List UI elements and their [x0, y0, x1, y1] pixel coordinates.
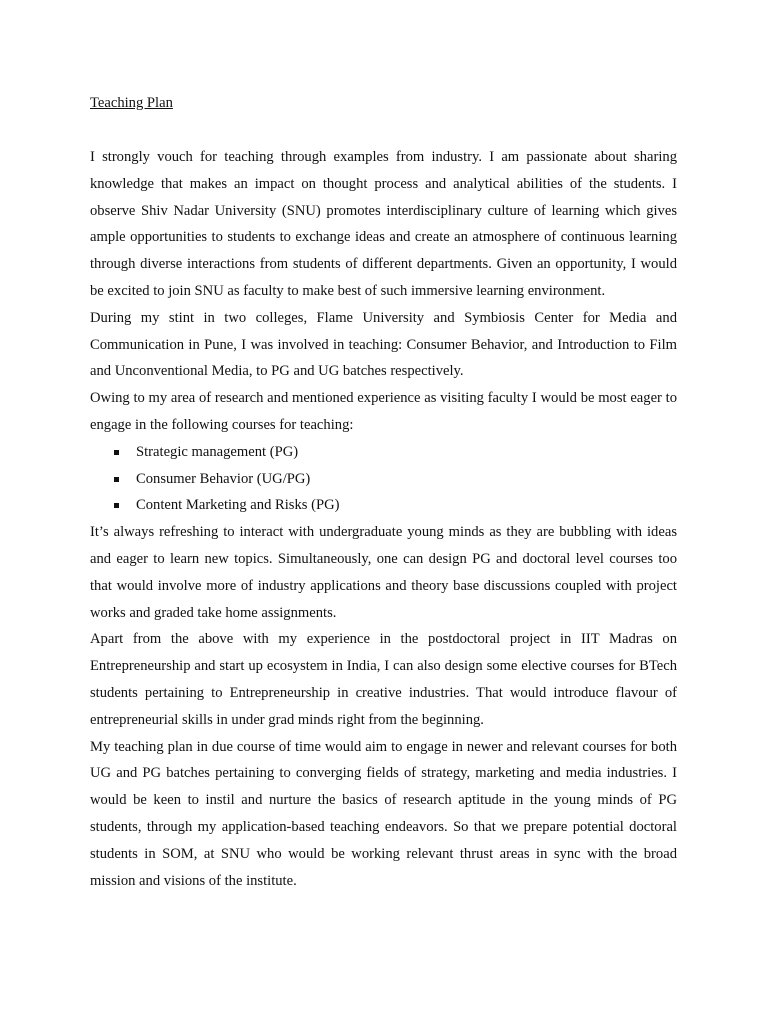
course-list-item [114, 466, 677, 493]
document-page [90, 93, 677, 894]
bullet-square-icon [114, 503, 119, 508]
paragraph-teaching-plan: My teaching plan in due course of time would aim to engage in newer and relevant courses for both UG and PG batches pertaining to converging fields of strategy, marketing and media industries. I would be keen to instil and nurture the basics of research aptitude in the young minds of PG students, through my application-based teaching endeavors. So that we prepare potential doctoral students in SOM, at SNU who would be working relevant thrust areas in sync with the broad mission and visions of the institute. [90, 738, 677, 889]
paragraph-entrepreneurship: Apart from the above with my experience in the postdoctoral project in IIT Madras on Entrepreneurship and start up ecosystem in India, I can also design some elective courses for BTech students pertaining to Entrepreneurship in creative industries. That would introduce flavour of entrepreneurial skills in under grad minds right from the beginning. [90, 631, 677, 728]
course-list-item [114, 492, 677, 519]
bullet-square-icon [114, 477, 119, 482]
document-title: Teaching Plan [90, 95, 173, 111]
paragraph-courses-intro: Owing to my area of research and mentioned experience as visiting faculty I would be most eager to engage in the following courses for teaching: [90, 390, 677, 433]
course-list-item [114, 439, 677, 466]
bullet-square-icon [114, 450, 119, 455]
course-label: Content Marketing and Risks (PG) [136, 497, 340, 514]
course-label: Consumer Behavior (UG/PG) [136, 470, 311, 487]
paragraph-intro: I strongly vouch for teaching through examples from industry. I am passionate about sharing knowledge that makes an impact on thought process and analytical abilities of the students. I observe Shiv Nadar University (SNU) promotes interdisciplinary culture of learning which gives ample opportunities to students to exchange ideas and create an atmosphere of continuous learning through diverse interactions from students of different departments. Given an opportunity, I would be excited to join SNU as faculty to make best of such immersive learning environment. [90, 149, 677, 299]
course-list [90, 439, 677, 519]
course-label: Strategic management (PG) [136, 443, 299, 460]
paragraph-undergraduate: It’s always refreshing to interact with undergraduate young minds as they are bubbling with ideas and eager to learn new topics. Simultaneously, one can design PG and doctoral level courses too that would involve more of industry applications and theory base discussions coupled with project works and graded take home assignments. [90, 524, 677, 621]
paragraph-experience: During my stint in two colleges, Flame University and Symbiosis Center for Media and Communication in Pune, I was involved in teaching: Consumer Behavior, and Introduction to Film and Unconventional Media, to PG and UG batches respectively. [90, 309, 677, 380]
